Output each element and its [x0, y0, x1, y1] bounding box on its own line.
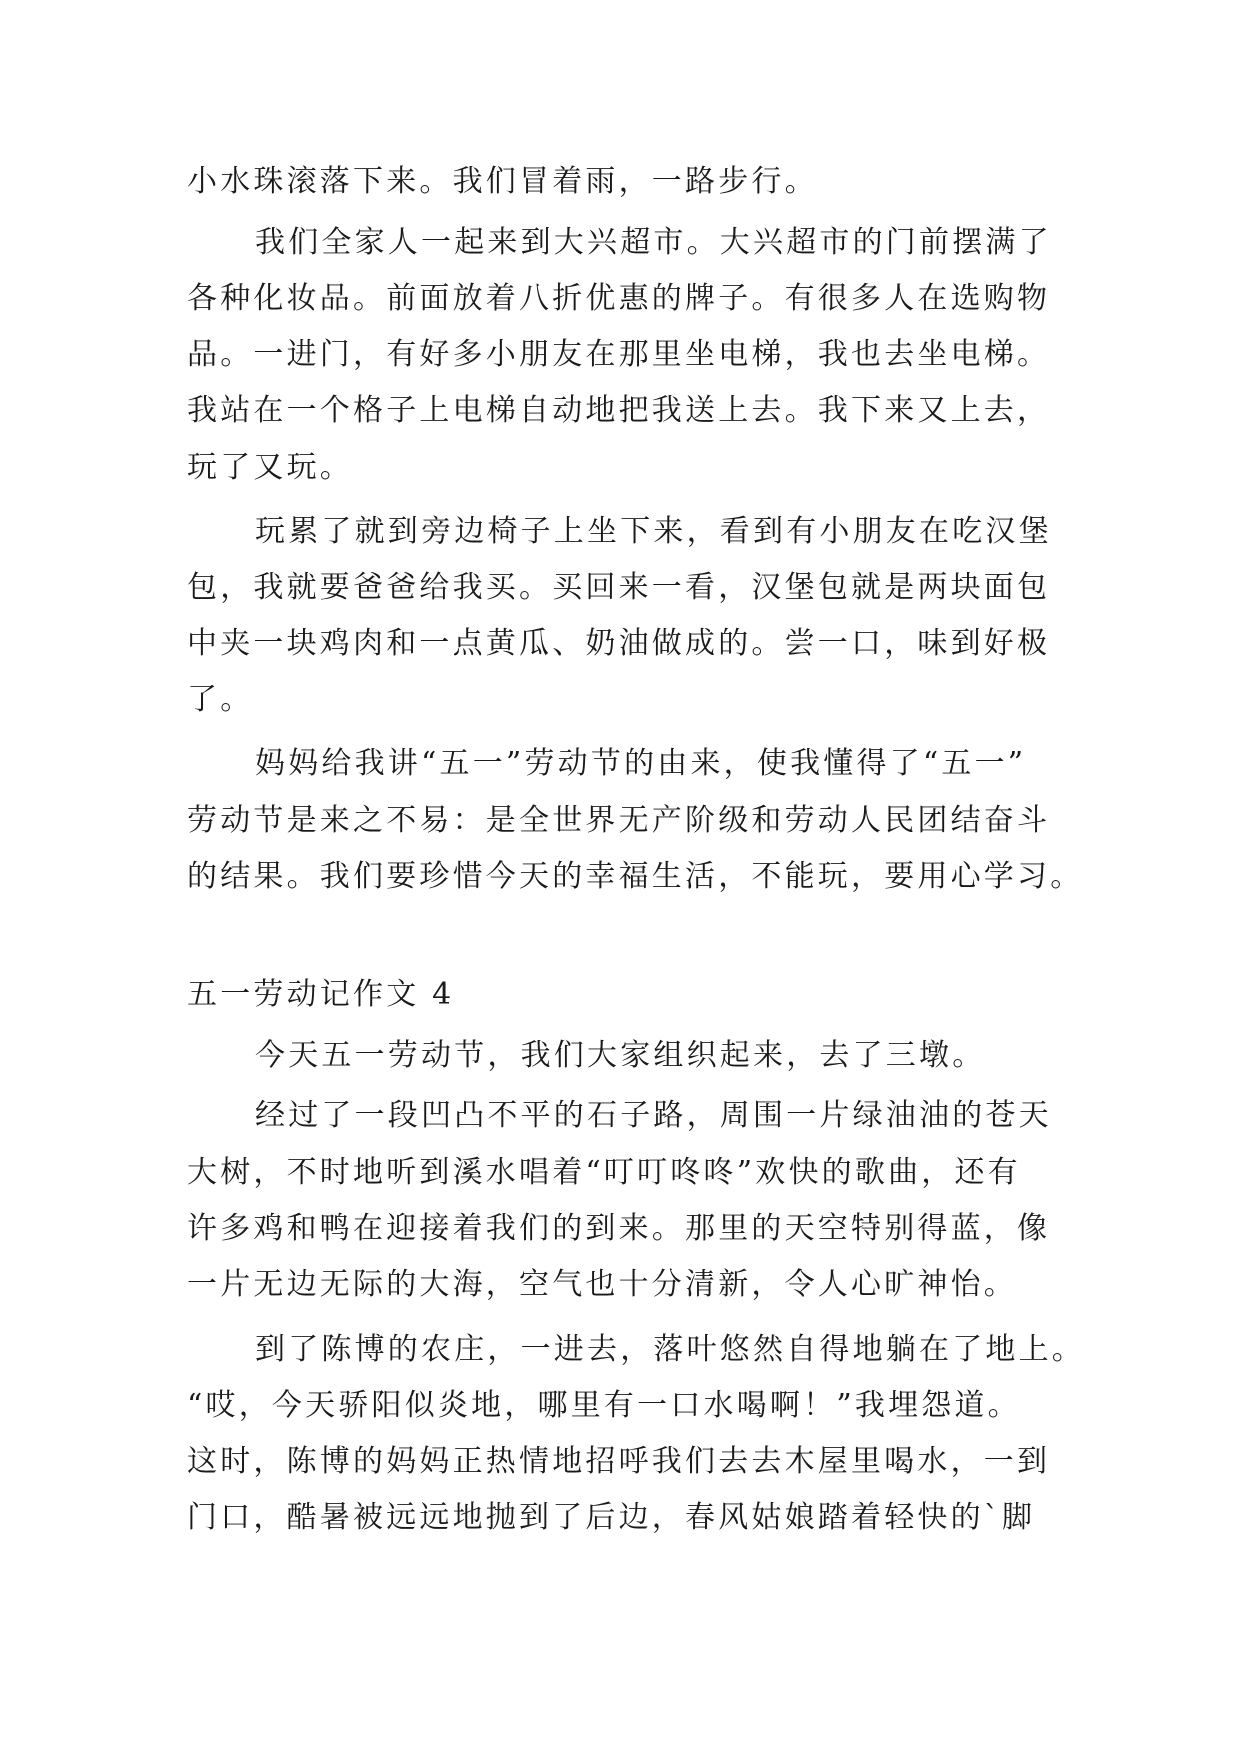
text-line: “哎，今天骄阳似炎地，哪里有一口水喝啊！”我埋怨道。: [187, 1388, 1021, 1423]
text-line: 品。一进门，有好多小朋友在那里坐电梯，我也去坐电梯。: [187, 337, 1051, 372]
paragraph-start-line: 今天五一劳动节，我们大家组织起来，去了三墩。: [255, 1038, 986, 1073]
text-line: 玩了又玩。: [187, 450, 353, 485]
paragraph-start-line: 经过了一段凹凸不平的石子路，周围一片绿油油的苍天: [255, 1098, 1052, 1133]
text-line: 各种化妆品。前面放着八折优惠的牌子。有很多人在选购物: [187, 281, 1051, 316]
section-heading: 五一劳动记作文 4: [187, 977, 455, 1012]
text-line: 这时，陈博的妈妈正热情地招呼我们去去木屋里喝水，一到: [187, 1444, 1051, 1479]
paragraph-start-line: 到了陈博的农庄，一进去，落叶悠然自得地躺在了地上。: [255, 1332, 1085, 1367]
text-line: 一片无边无际的大海，空气也十分清新，令人心旷神怡。: [187, 1267, 1017, 1302]
text-line: 的结果。我们要珍惜今天的幸福生活，不能玩，要用心学习。: [187, 859, 1084, 894]
text-line: 劳动节是来之不易：是全世界无产阶级和劳动人民团结奋斗: [187, 803, 1051, 838]
text-line: 包，我就要爸爸给我买。买回来一看，汉堡包就是两块面包: [187, 570, 1051, 605]
text-line: 了。: [187, 682, 254, 717]
paragraph-start-line: 我们全家人一起来到大兴超市。大兴超市的门前摆满了: [255, 225, 1052, 260]
text-line: 大树，不时地听到溪水唱着“叮叮咚咚”欢快的歌曲，还有: [187, 1155, 1021, 1190]
paragraph-start-line: 妈妈给我讲“五一”劳动节的由来，使我懂得了“五一”: [255, 746, 1027, 781]
paragraph-start-line: 玩累了就到旁边椅子上坐下来，看到有小朋友在吃汉堡: [255, 514, 1052, 549]
text-line: 门口，酷暑被远远地抛到了后边，春风姑娘踏着轻快的`脚: [187, 1500, 1036, 1535]
text-line: 许多鸡和鸭在迎接着我们的到来。那里的天空特别得蓝，像: [187, 1211, 1051, 1246]
text-line: 中夹一块鸡肉和一点黄瓜、奶油做成的。尝一口，味到好极: [187, 626, 1051, 661]
text-line: 我站在一个格子上电梯自动地把我送上去。我下来又上去，: [187, 393, 1051, 428]
text-line: 小水珠滚落下来。我们冒着雨，一路步行。: [187, 164, 818, 199]
